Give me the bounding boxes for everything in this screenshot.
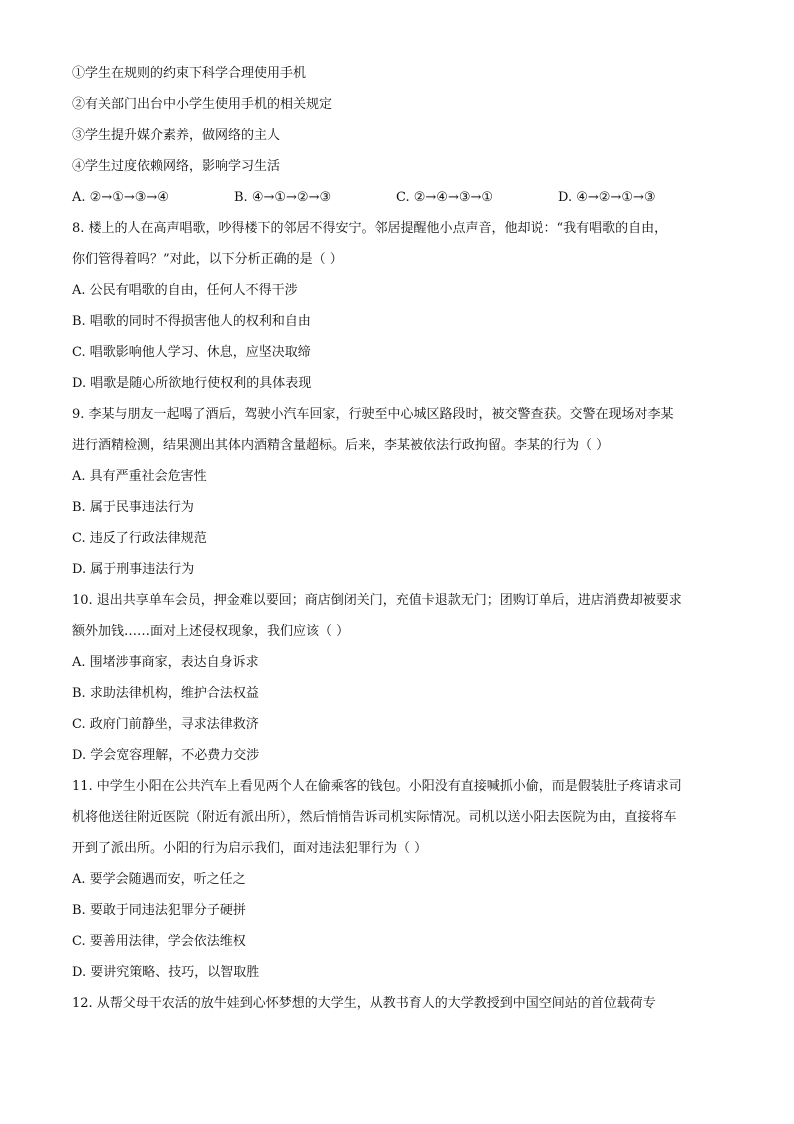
q11-option-d: D. 要讲究策略、技巧，以智取胜 bbox=[72, 965, 260, 980]
q10-option-d: D. 学会宽容理解，不必费力交涉 bbox=[72, 748, 260, 763]
q11-stem-line-3: 开到了派出所。小阳的行为启示我们，面对违法犯罪行为（ ） bbox=[72, 841, 428, 856]
q11-stem-line-2: 机将他送往附近医院（附近有派出所），然后悄悄告诉司机实际情况。司机以送小阳去医院为由，直接将车 bbox=[72, 810, 677, 825]
q9-option-a: A. 具有严重社会危害性 bbox=[72, 469, 207, 484]
q11-option-c: C. 要善用法律，学会依法维权 bbox=[72, 934, 246, 949]
q9-option-c: C. 违反了行政法律规范 bbox=[72, 531, 207, 546]
q7-item-4: ④学生过度依赖网络，影响学习生活 bbox=[72, 159, 281, 174]
q7-option-d: D. ④→②→①→③ bbox=[558, 190, 656, 205]
q10-option-a: A. 围堵涉事商家，表达自身诉求 bbox=[72, 655, 259, 670]
q10-option-c: C. 政府门前静坐，寻求法律救济 bbox=[72, 717, 259, 732]
q9-option-d: D. 属于刑事违法行为 bbox=[72, 562, 195, 577]
q12-stem-line-1: 12. 从帮父母干农活的放牛娃到心怀梦想的大学生，从教书育人的大学教授到中国空间站的首位载荷专 bbox=[72, 996, 656, 1011]
q10-stem-line-1: 10. 退出共享单车会员，押金难以要回；商店倒闭关门，充值卡退款无门；团购订单后，进店消费却被要求 bbox=[72, 593, 682, 608]
q8-option-c: C. 唱歌影响他人学习、休息，应坚决取缔 bbox=[72, 345, 311, 360]
q11-stem-line-1: 11. 中学生小阳在公共汽车上看见两个人在偷乘客的钱包。小阳没有直接喊抓小偷，而是假装肚子疼请求司 bbox=[72, 779, 682, 794]
q9-stem-line-1: 9. 李某与朋友一起喝了酒后，驾驶小汽车回家，行驶至中心城区路段时，被交警查获。交警在现场对李某 bbox=[72, 407, 674, 422]
q7-item-3: ③学生提升媒介素养，做网络的主人 bbox=[72, 128, 281, 143]
q9-option-b: B. 属于民事违法行为 bbox=[72, 500, 194, 515]
q7-item-2: ②有关部门出台中小学生使用手机的相关规定 bbox=[72, 97, 333, 112]
q10-option-b: B. 求助法律机构，维护合法权益 bbox=[72, 686, 259, 701]
q7-option-c: C. ②→④→③→① bbox=[396, 190, 494, 205]
q7-item-1: ①学生在规则的约束下科学合理使用手机 bbox=[72, 66, 307, 81]
q8-stem-line-2: 你们管得着吗？”对此，以下分析正确的是（ ） bbox=[72, 252, 343, 267]
q7-options bbox=[72, 188, 732, 208]
q7-option-b: B. ④→①→②→③ bbox=[234, 190, 332, 205]
q9-stem-line-2: 进行酒精检测，结果测出其体内酒精含量超标。后来，李某被依法行政拘留。李某的行为（ ） bbox=[72, 438, 610, 453]
q8-option-a: A. 公民有唱歌的自由，任何人不得干涉 bbox=[72, 283, 298, 298]
q8-stem-line-1: 8. 楼上的人在高声唱歌，吵得楼下的邻居不得安宁。邻居提醒他小点声音，他却说：“我有唱歌的自由， bbox=[72, 221, 668, 236]
q11-option-b: B. 要敢于同违法犯罪分子硬拼 bbox=[72, 903, 246, 918]
q8-option-d: D. 唱歌是随心所欲地行使权利的具体表现 bbox=[72, 376, 312, 391]
q11-option-a: A. 要学会随遇而安，听之任之 bbox=[72, 872, 246, 887]
q10-stem-line-2: 额外加钱……面对上述侵权现象，我们应该（ ） bbox=[72, 624, 350, 639]
q8-option-b: B. 唱歌的同时不得损害他人的权利和自由 bbox=[72, 314, 311, 329]
q7-option-a: A. ②→①→③→④ bbox=[72, 190, 169, 205]
